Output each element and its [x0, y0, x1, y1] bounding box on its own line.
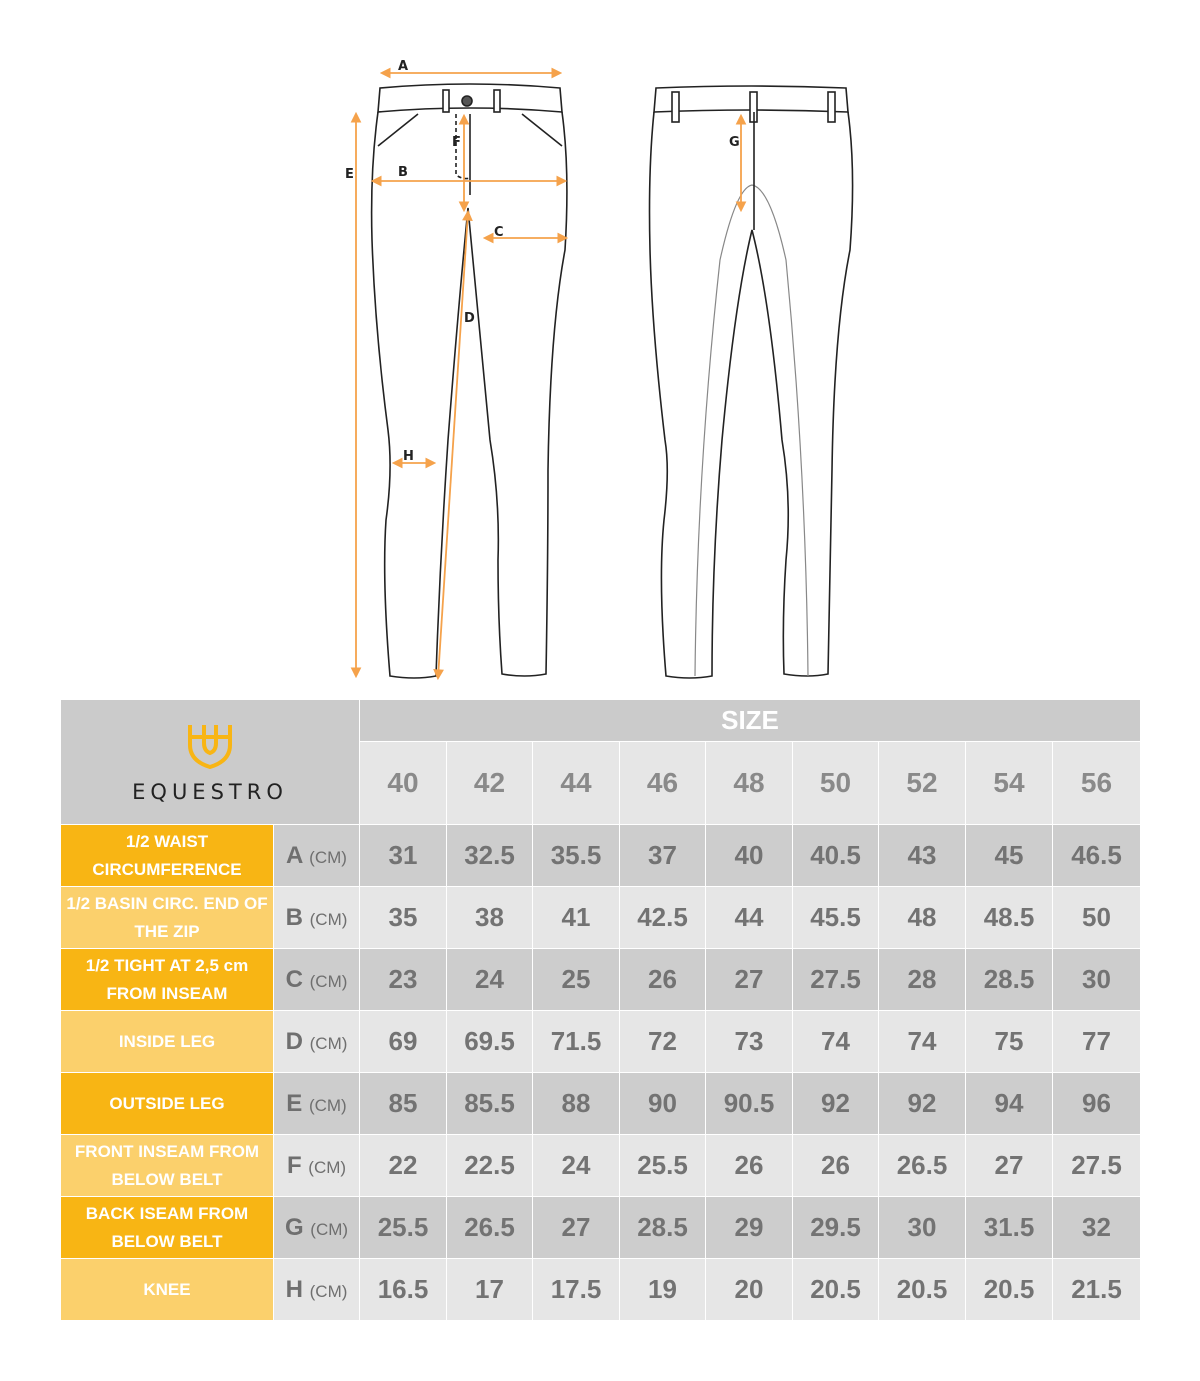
value-cell: 25 — [533, 949, 620, 1011]
code-letter: B — [285, 903, 303, 931]
value-cell: 32 — [1053, 1197, 1141, 1259]
table-row — [61, 1073, 1141, 1135]
value-cell: 44 — [706, 887, 793, 949]
size-54: 54 — [966, 742, 1053, 825]
value-cell: 21.5 — [1053, 1259, 1141, 1321]
value-cell: 27.5 — [1053, 1135, 1141, 1197]
value-cell: 27.5 — [793, 949, 879, 1011]
unit-label: (CM) — [308, 1157, 347, 1177]
unit-label: (CM) — [310, 1219, 349, 1239]
value-cell: 73 — [706, 1011, 793, 1073]
value-cell: 24 — [447, 949, 533, 1011]
table-row — [61, 1197, 1141, 1259]
value-cell: 48.5 — [966, 887, 1053, 949]
table-row — [61, 949, 1141, 1011]
measurement-code — [274, 825, 360, 887]
label-d: D — [464, 311, 475, 326]
value-cell: 75 — [966, 1011, 1053, 1073]
value-cell: 90.5 — [706, 1073, 793, 1135]
code-letter: C — [285, 965, 303, 993]
label-e: E — [345, 167, 354, 182]
value-cell: 20.5 — [793, 1259, 879, 1321]
code-letter: E — [286, 1089, 303, 1117]
measurement-arrows — [356, 73, 741, 678]
label-a: A — [398, 59, 409, 74]
value-cell: 92 — [793, 1073, 879, 1135]
measurement-code — [274, 1259, 360, 1321]
value-cell: 74 — [879, 1011, 966, 1073]
measurement-code — [274, 1135, 360, 1197]
measurement-label: OUTSIDE LEG — [61, 1073, 274, 1135]
table-row — [61, 825, 1141, 887]
measurement-code — [274, 1197, 360, 1259]
label-c: C — [494, 225, 504, 240]
value-cell: 41 — [533, 887, 620, 949]
value-cell: 17.5 — [533, 1259, 620, 1321]
value-cell: 19 — [620, 1259, 706, 1321]
code-letter: H — [285, 1275, 303, 1303]
measurement-code — [274, 1073, 360, 1135]
value-cell: 35 — [360, 887, 447, 949]
value-cell: 40 — [706, 825, 793, 887]
value-cell: 71.5 — [533, 1011, 620, 1073]
value-cell: 26 — [706, 1135, 793, 1197]
value-cell: 27 — [966, 1135, 1053, 1197]
size-52: 52 — [879, 742, 966, 825]
measurement-rows — [61, 825, 1141, 1321]
unit-label: (CM) — [308, 1095, 347, 1115]
size-chart-table — [60, 699, 1141, 1321]
size-42: 42 — [447, 742, 533, 825]
value-cell: 72 — [620, 1011, 706, 1073]
value-cell: 28.5 — [620, 1197, 706, 1259]
unit-label: (CM) — [309, 909, 348, 929]
code-letter: D — [285, 1027, 303, 1055]
value-cell: 96 — [1053, 1073, 1141, 1135]
measurement-code — [274, 887, 360, 949]
value-cell: 69.5 — [447, 1011, 533, 1073]
size-40: 40 — [360, 742, 447, 825]
table-row — [61, 1259, 1141, 1321]
value-cell: 92 — [879, 1073, 966, 1135]
back-view-drawing — [650, 86, 853, 678]
value-cell: 16.5 — [360, 1259, 447, 1321]
value-cell: 25.5 — [620, 1135, 706, 1197]
value-cell: 45.5 — [793, 887, 879, 949]
size-44: 44 — [533, 742, 620, 825]
measurement-code — [274, 1011, 360, 1073]
value-cell: 26.5 — [447, 1197, 533, 1259]
unit-label: (CM) — [309, 971, 348, 991]
value-cell: 29 — [706, 1197, 793, 1259]
value-cell: 26 — [620, 949, 706, 1011]
measurement-label: BACK ISEAM FROM BELOW BELT — [61, 1197, 274, 1259]
size-header: SIZE — [360, 700, 1141, 742]
value-cell: 90 — [620, 1073, 706, 1135]
table-row — [61, 1011, 1141, 1073]
measurement-label: INSIDE LEG — [61, 1011, 274, 1073]
label-b: B — [398, 165, 408, 180]
value-cell: 27 — [533, 1197, 620, 1259]
brand-name: EQUESTRO — [132, 779, 288, 804]
brand-logo-cell — [61, 700, 360, 825]
value-cell: 26.5 — [879, 1135, 966, 1197]
value-cell: 32.5 — [447, 825, 533, 887]
unit-label: (CM) — [309, 847, 347, 867]
value-cell: 74 — [793, 1011, 879, 1073]
value-cell: 17 — [447, 1259, 533, 1321]
value-cell: 85 — [360, 1073, 447, 1135]
table-row — [61, 887, 1141, 949]
value-cell: 88 — [533, 1073, 620, 1135]
value-cell: 27 — [706, 949, 793, 1011]
value-cell: 46.5 — [1053, 825, 1141, 887]
value-cell: 26 — [793, 1135, 879, 1197]
label-g: G — [729, 135, 740, 150]
value-cell: 28 — [879, 949, 966, 1011]
value-cell: 45 — [966, 825, 1053, 887]
value-cell: 22 — [360, 1135, 447, 1197]
value-cell: 29.5 — [793, 1197, 879, 1259]
size-48: 48 — [706, 742, 793, 825]
measurement-label: 1/2 BASIN CIRC. END OF THE ZIP — [61, 887, 274, 949]
value-cell: 23 — [360, 949, 447, 1011]
value-cell: 20.5 — [879, 1259, 966, 1321]
code-letter: A — [286, 841, 303, 869]
label-h: H — [403, 449, 414, 464]
value-cell: 69 — [360, 1011, 447, 1073]
value-cell: 48 — [879, 887, 966, 949]
value-cell: 42.5 — [620, 887, 706, 949]
unit-label: (CM) — [309, 1281, 348, 1301]
value-cell: 37 — [620, 825, 706, 887]
value-cell: 43 — [879, 825, 966, 887]
measurement-label: 1/2 WAIST CIRCUMFERENCE — [61, 825, 274, 887]
value-cell: 35.5 — [533, 825, 620, 887]
label-f: F — [452, 135, 461, 150]
value-cell: 20.5 — [966, 1259, 1053, 1321]
value-cell: 30 — [1053, 949, 1141, 1011]
value-cell: 77 — [1053, 1011, 1141, 1073]
equestro-shield-icon — [186, 721, 234, 769]
value-cell: 24 — [533, 1135, 620, 1197]
value-cell: 28.5 — [966, 949, 1053, 1011]
value-cell: 50 — [1053, 887, 1141, 949]
measurement-label: FRONT INSEAM FROM BELOW BELT — [61, 1135, 274, 1197]
code-letter: F — [286, 1151, 302, 1179]
value-cell: 31.5 — [966, 1197, 1053, 1259]
unit-label: (CM) — [309, 1033, 348, 1053]
size-46: 46 — [620, 742, 706, 825]
measurement-label: KNEE — [61, 1259, 274, 1321]
size-50: 50 — [793, 742, 879, 825]
value-cell: 22.5 — [447, 1135, 533, 1197]
measurement-label: 1/2 TIGHT AT 2,5 cm FROM INSEAM — [61, 949, 274, 1011]
table-row — [61, 1135, 1141, 1197]
size-56: 56 — [1053, 742, 1141, 825]
value-cell: 85.5 — [447, 1073, 533, 1135]
value-cell: 30 — [879, 1197, 966, 1259]
value-cell: 38 — [447, 887, 533, 949]
code-letter: G — [284, 1213, 304, 1241]
value-cell: 94 — [966, 1073, 1053, 1135]
value-cell: 25.5 — [360, 1197, 447, 1259]
value-cell: 40.5 — [793, 825, 879, 887]
value-cell: 31 — [360, 825, 447, 887]
value-cell: 20 — [706, 1259, 793, 1321]
measurement-code — [274, 949, 360, 1011]
